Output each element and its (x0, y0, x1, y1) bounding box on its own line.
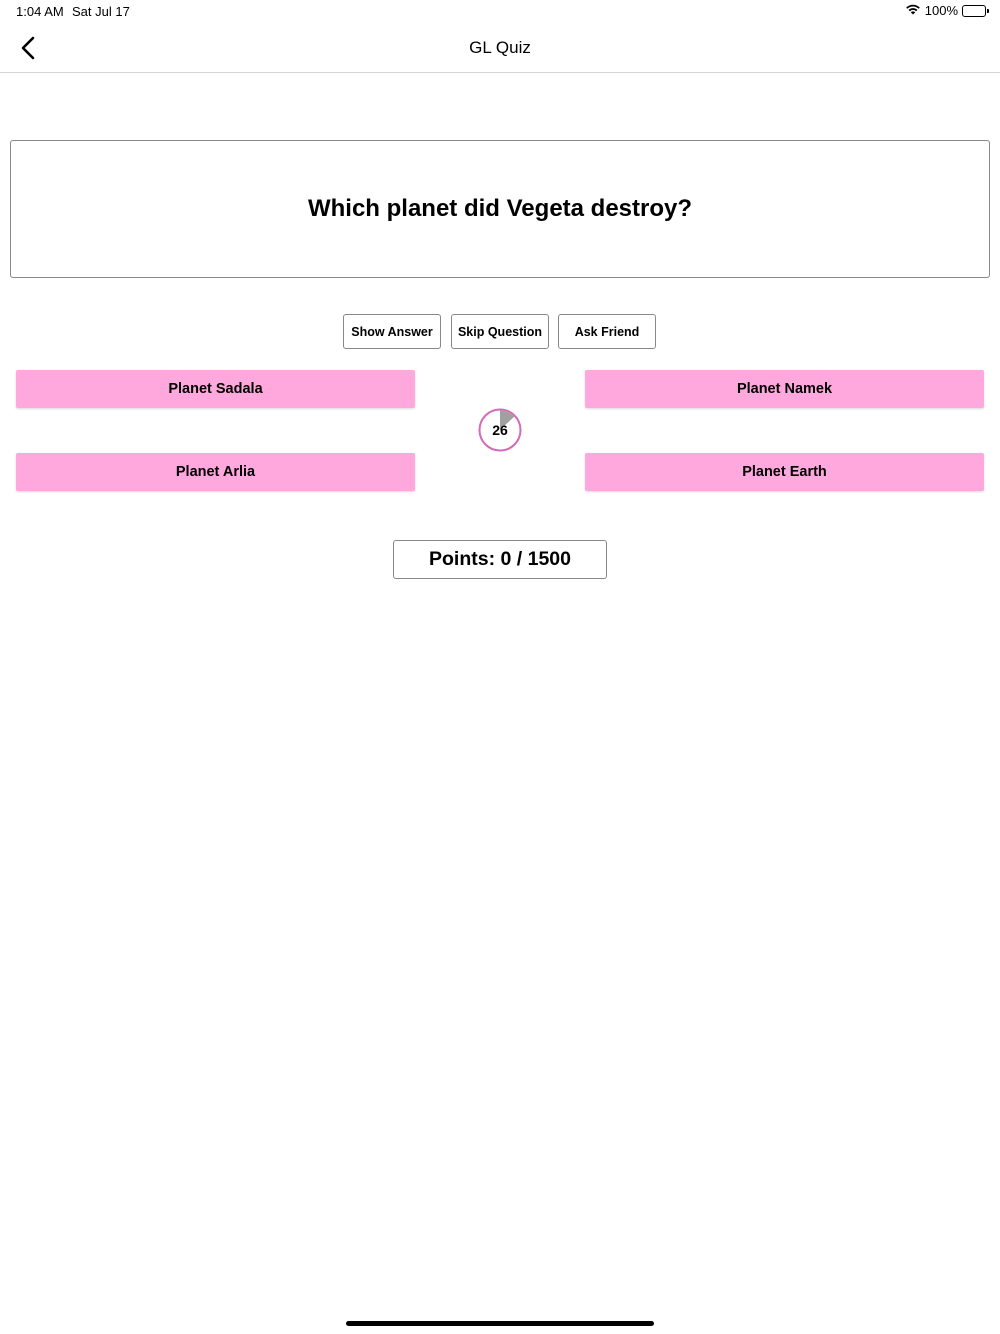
home-indicator[interactable] (346, 1321, 654, 1326)
answer-option-4[interactable]: Planet Earth (585, 453, 984, 491)
status-date: Sat Jul 17 (72, 4, 130, 19)
show-answer-button[interactable]: Show Answer (343, 314, 441, 349)
status-bar (0, 0, 1000, 24)
ask-friend-button[interactable]: Ask Friend (558, 314, 656, 349)
wifi-icon (905, 3, 921, 18)
status-indicators (905, 3, 986, 18)
question-card (10, 140, 990, 278)
timer-value: 26 (492, 422, 508, 438)
nav-bar (0, 24, 1000, 73)
status-time: 1:04 AM (16, 4, 64, 19)
battery-percent: 100% (924, 3, 958, 18)
skip-question-button[interactable]: Skip Question (451, 314, 549, 349)
answer-option-2[interactable]: Planet Namek (585, 370, 984, 408)
points-display: Points: 0 / 1500 (393, 540, 607, 579)
answer-option-1[interactable]: Planet Sadala (16, 370, 415, 408)
question-text: Which planet did Vegeta destroy? (307, 195, 693, 222)
countdown-timer (478, 408, 522, 452)
helper-buttons (0, 314, 1000, 349)
nav-title: GL Quiz (469, 38, 531, 57)
answer-option-3[interactable]: Planet Arlia (16, 453, 415, 491)
battery-icon (962, 5, 986, 17)
